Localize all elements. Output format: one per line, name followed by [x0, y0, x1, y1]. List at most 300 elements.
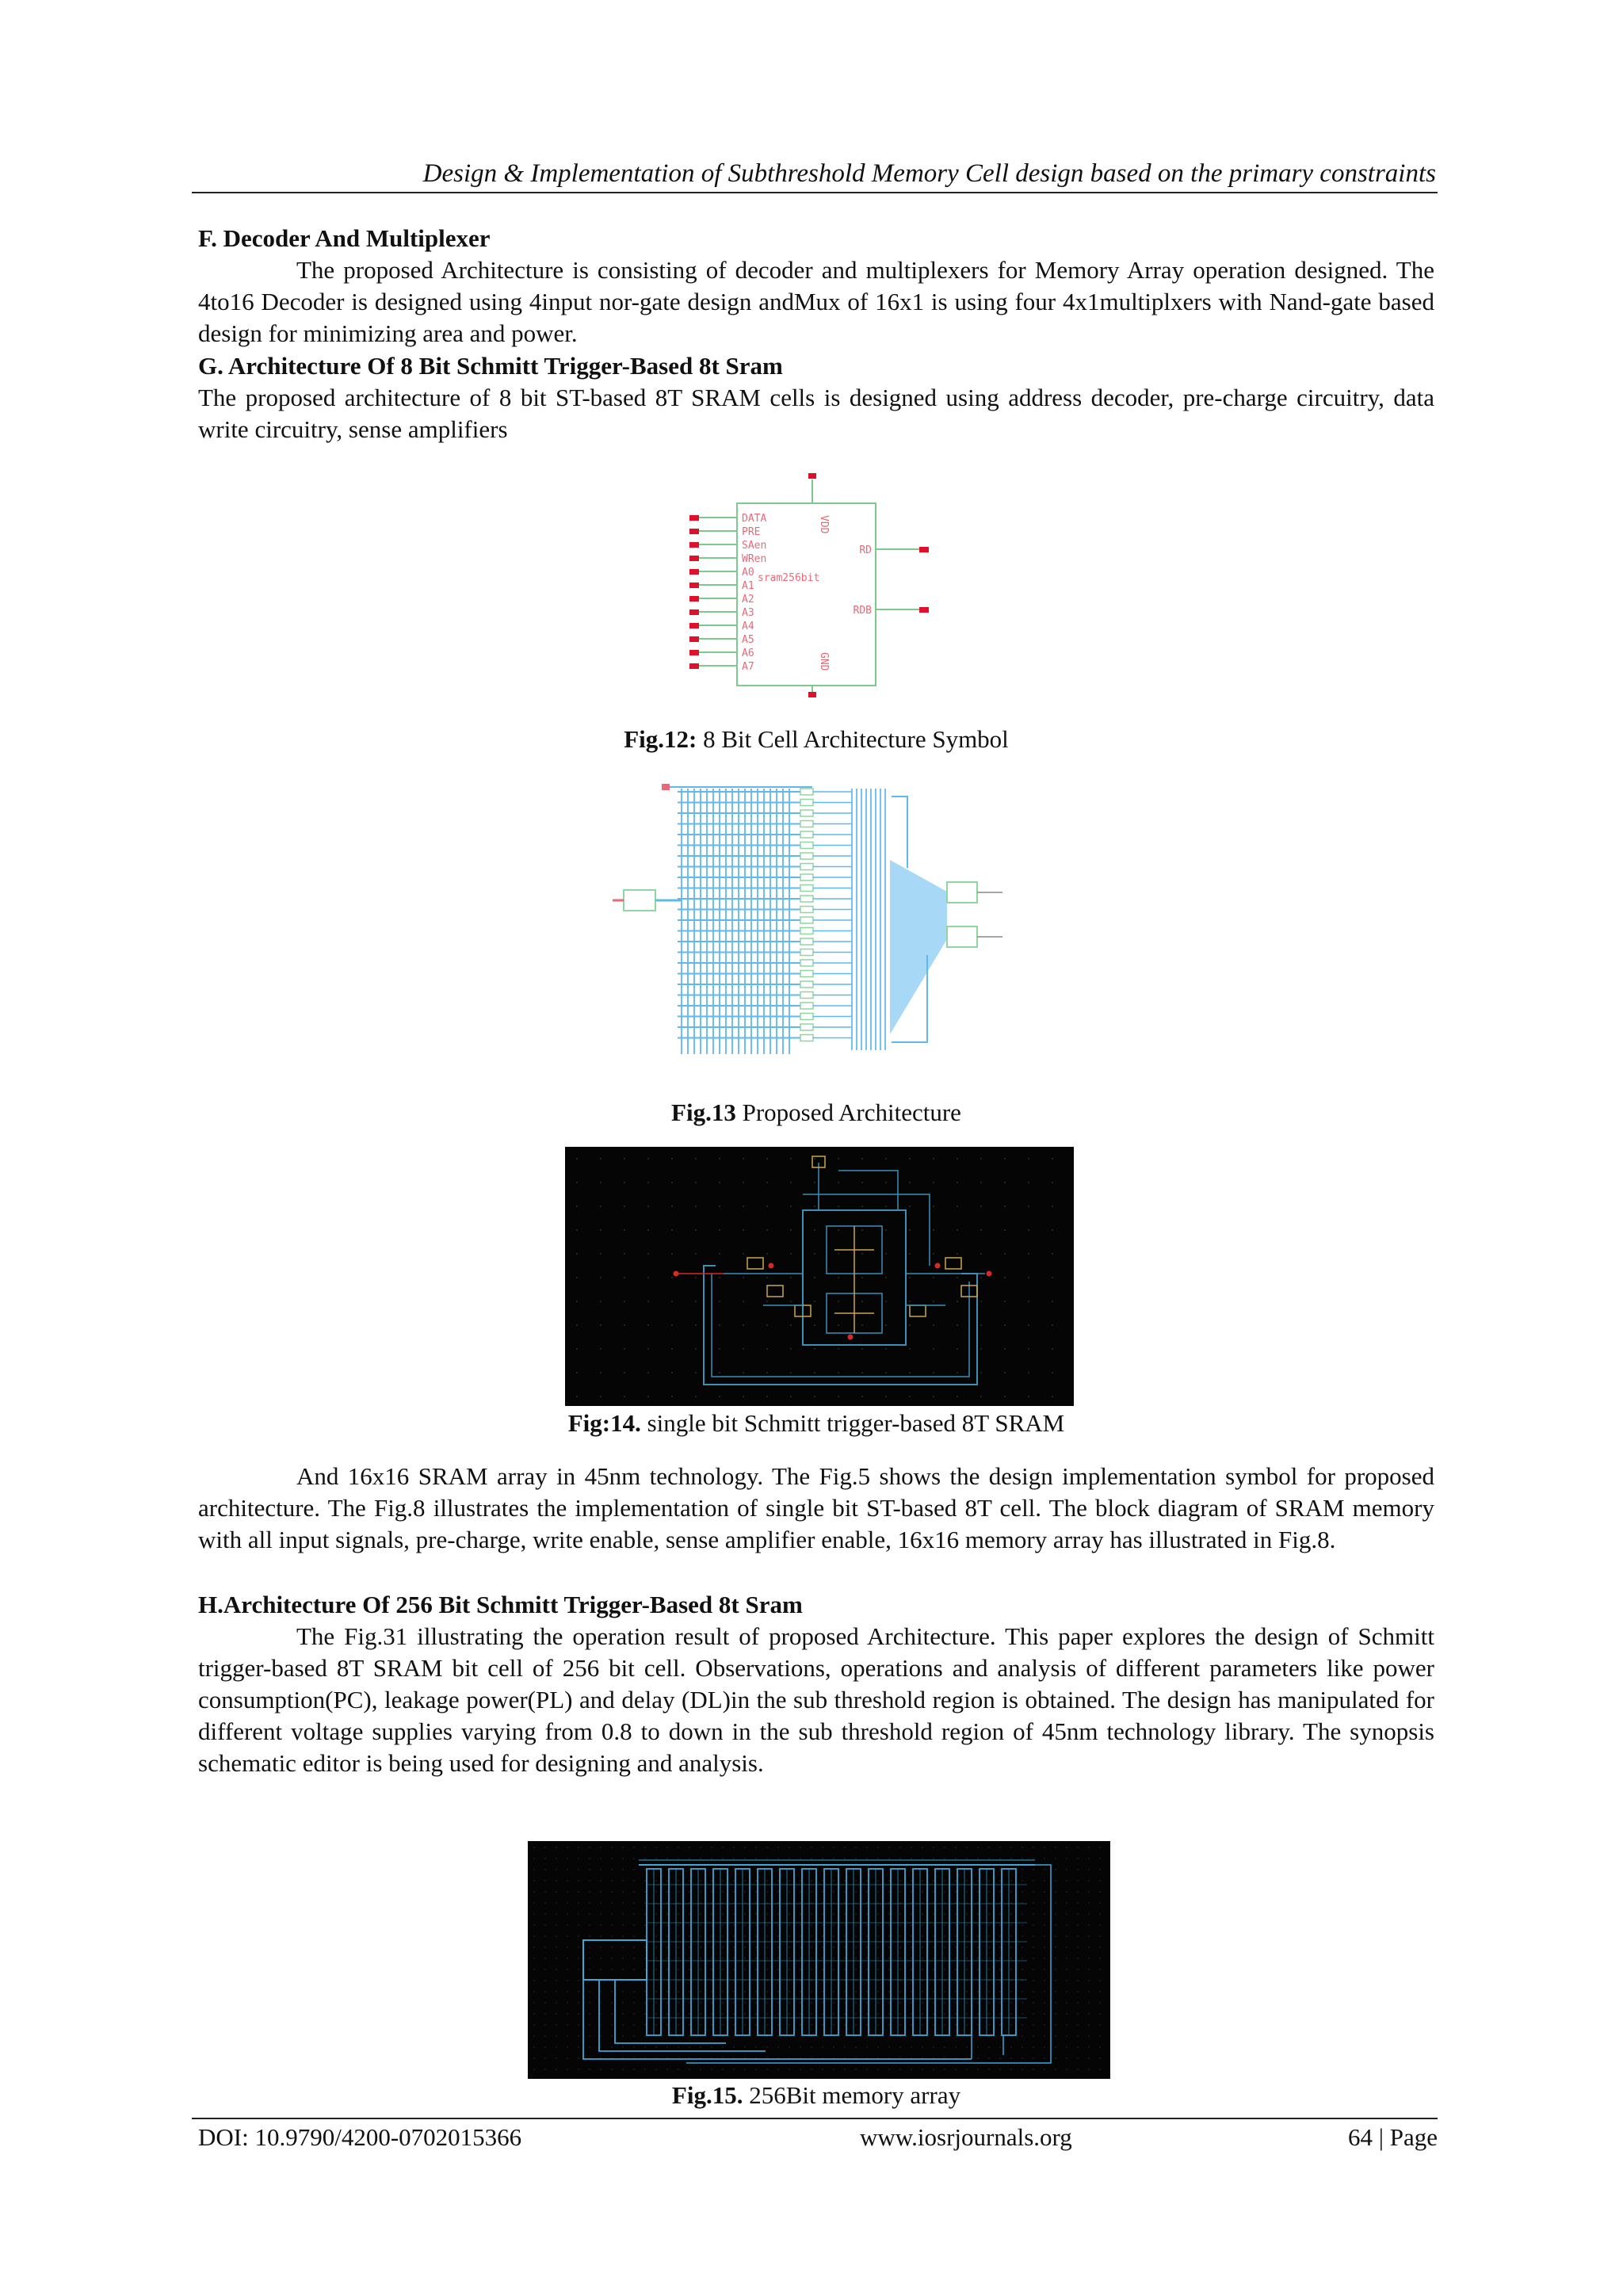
- grid-dot: [766, 1324, 768, 1326]
- grid-dot: [655, 1935, 656, 1936]
- grid-dot: [622, 2024, 623, 2025]
- grid-dot: [1004, 1348, 1006, 1350]
- grid-dot: [719, 1324, 720, 1326]
- grid-dot: [888, 1880, 889, 1881]
- grid-dot: [777, 1946, 778, 1947]
- grid-dot: [877, 2046, 878, 2047]
- grid-dot: [1028, 1396, 1029, 1397]
- grid-dot: [899, 1946, 900, 1947]
- grid-dot: [655, 1991, 656, 1992]
- grid-dot: [671, 1182, 673, 1183]
- grid-dot: [711, 1913, 712, 1914]
- grid-dot: [644, 1991, 645, 1992]
- grid-dot: [600, 1182, 601, 1183]
- grid-dot: [744, 1924, 745, 1925]
- grid-dot: [611, 2013, 612, 2014]
- grid-dot: [622, 2035, 623, 2036]
- grid-dot: [988, 1891, 989, 1892]
- grid-dot: [544, 1924, 545, 1925]
- grid-dot: [671, 1396, 673, 1397]
- grid-dot: [1010, 1858, 1011, 1859]
- grid-dot: [861, 1396, 863, 1397]
- grid-dot: [611, 2035, 612, 2036]
- grid-dot: [855, 1891, 856, 1892]
- grid-dot: [589, 1935, 590, 1936]
- grid-dot: [977, 1946, 978, 1947]
- grid-dot: [766, 1277, 768, 1278]
- grid-dot: [861, 1158, 863, 1159]
- grid-dot: [955, 2046, 956, 2047]
- grid-dot: [666, 1946, 667, 1947]
- grid-dot: [1052, 1205, 1053, 1207]
- grid-dot: [622, 1902, 623, 1903]
- grid-dot: [977, 1880, 978, 1881]
- grid-dot: [1052, 1324, 1053, 1326]
- grid-dot: [711, 2002, 712, 2003]
- grid-dot: [700, 1858, 701, 1859]
- grid-dot: [1088, 1980, 1089, 1981]
- grid-dot: [977, 1935, 978, 1936]
- grid-dot: [611, 1991, 612, 1992]
- grid-dot: [695, 1348, 697, 1350]
- grid-dot: [888, 1891, 889, 1892]
- grid-dot: [955, 1935, 956, 1936]
- grid-dot: [576, 1158, 578, 1159]
- grid-dot: [944, 1935, 945, 1936]
- gnd-pin: [808, 692, 816, 697]
- input-label: A5: [742, 634, 754, 646]
- grid-dot: [1052, 1277, 1053, 1278]
- schematic-wire: [892, 797, 907, 868]
- grid-dot: [988, 1980, 989, 1981]
- grid-dot: [1055, 1880, 1056, 1881]
- grid-dot: [1077, 2046, 1078, 2047]
- grid-dot: [633, 1858, 634, 1859]
- grid-dot: [1077, 1935, 1078, 1936]
- input-pin: [662, 784, 670, 790]
- pin: [987, 1271, 992, 1277]
- grid-dot: [666, 2024, 667, 2025]
- cell-block: [800, 981, 813, 988]
- grid-dot: [600, 1229, 601, 1231]
- grid-dot: [622, 1869, 623, 1870]
- grid-dot: [589, 1902, 590, 1903]
- grid-dot: [755, 1913, 756, 1914]
- grid-dot: [1028, 1182, 1029, 1183]
- grid-dot: [988, 2002, 989, 2003]
- grid-dot: [790, 1205, 792, 1207]
- grid-dot: [700, 1991, 701, 1992]
- grid-dot: [988, 2013, 989, 2014]
- grid-dot: [988, 1880, 989, 1881]
- grid-dot: [622, 1891, 623, 1892]
- grid-dot: [1077, 1924, 1078, 1925]
- grid-dot: [855, 1980, 856, 1981]
- grid-dot: [589, 1991, 590, 1992]
- grid-dot: [624, 1324, 625, 1326]
- grid-dot: [790, 1182, 792, 1183]
- grid-dot: [844, 1913, 845, 1914]
- grid-dot: [957, 1158, 958, 1159]
- grid-dot: [695, 1158, 697, 1159]
- grid-dot: [980, 1324, 982, 1326]
- grid-dot: [743, 1348, 744, 1350]
- grid-dot: [988, 1924, 989, 1925]
- grid-dot: [1010, 1980, 1011, 1981]
- grid-dot: [666, 2002, 667, 2003]
- grid-dot: [1010, 1946, 1011, 1947]
- grid-dot: [647, 1396, 649, 1397]
- grid-dot: [814, 1324, 815, 1326]
- grid-dot: [719, 1301, 720, 1302]
- grid-dot: [933, 1924, 934, 1925]
- grid-dot: [744, 2013, 745, 2014]
- grid-dot: [844, 2024, 845, 2025]
- grid-dot: [790, 1372, 792, 1373]
- grid-dot: [1088, 2035, 1089, 2036]
- grid-dot: [977, 1913, 978, 1914]
- grid-dot: [855, 1946, 856, 1947]
- grid-dot: [700, 1935, 701, 1936]
- grid-dot: [999, 2024, 1000, 2025]
- grid-dot: [755, 2024, 756, 2025]
- grid-dot: [655, 1902, 656, 1903]
- grid-dot: [944, 1924, 945, 1925]
- grid-dot: [722, 2013, 723, 2014]
- grid-dot: [777, 2035, 778, 2036]
- grid-dot: [1010, 1924, 1011, 1925]
- grid-dot: [899, 1991, 900, 1992]
- grid-dot: [755, 1924, 756, 1925]
- grid-dot: [877, 1858, 878, 1859]
- grid-dot: [647, 1182, 649, 1183]
- grid-dot: [733, 2046, 734, 2047]
- grid-dot: [600, 1924, 601, 1925]
- grid-dot: [589, 1869, 590, 1870]
- grid-dot: [755, 1891, 756, 1892]
- grid-dot: [955, 2002, 956, 2003]
- grid-dot: [899, 1880, 900, 1881]
- grid-dot: [855, 1880, 856, 1881]
- grid-dot: [589, 1858, 590, 1859]
- grid-dot: [1066, 2002, 1067, 2003]
- cell-block: [800, 842, 813, 849]
- grid-dot: [533, 1891, 534, 1892]
- grid-dot: [790, 1324, 792, 1326]
- grid-dot: [899, 2046, 900, 2047]
- grid-dot: [1055, 2013, 1056, 2014]
- grid-dot: [838, 1277, 839, 1278]
- grid-dot: [533, 2057, 534, 2058]
- grid-dot: [647, 1301, 649, 1302]
- grid-dot: [533, 2002, 534, 2003]
- grid-dot: [719, 1372, 720, 1373]
- grid-dot: [589, 2035, 590, 2036]
- grid-dot: [844, 2046, 845, 2047]
- grid-dot: [866, 2013, 867, 2014]
- grid-dot: [722, 1946, 723, 1947]
- grid-dot: [980, 1205, 982, 1207]
- cell-block: [800, 949, 813, 956]
- grid-dot: [1099, 2024, 1100, 2025]
- grid-dot: [600, 1946, 601, 1947]
- grid-dot: [999, 1924, 1000, 1925]
- grid-dot: [611, 1869, 612, 1870]
- grid-dot: [944, 1891, 945, 1892]
- grid-dot: [999, 1902, 1000, 1903]
- grid-dot: [766, 1924, 767, 1925]
- grid-dot: [544, 1946, 545, 1947]
- grid-dot: [533, 1858, 534, 1859]
- grid-dot: [833, 2002, 834, 2003]
- cell-block: [800, 1003, 813, 1009]
- grid-dot: [766, 1991, 767, 1992]
- grid-dot: [544, 1935, 545, 1936]
- grid-dot: [811, 1980, 812, 1981]
- grid-dot: [944, 1902, 945, 1903]
- grid-dot: [711, 1935, 712, 1936]
- grid-dot: [1099, 1891, 1100, 1892]
- grid-dot: [1055, 2046, 1056, 2047]
- grid-dot: [980, 1372, 982, 1373]
- footer-doi: DOI: 10.9790/4200-0702015366: [198, 2123, 522, 2151]
- grid-dot: [1052, 1372, 1053, 1373]
- grid-dot: [814, 1158, 815, 1159]
- grid-dot: [700, 1891, 701, 1892]
- grid-dot: [833, 1858, 834, 1859]
- grid-dot: [719, 1182, 720, 1183]
- grid-dot: [814, 1205, 815, 1207]
- grid-dot: [647, 1324, 649, 1326]
- grid-dot: [622, 2046, 623, 2047]
- grid-dot: [866, 2035, 867, 2036]
- grid-dot: [733, 1946, 734, 1947]
- fig14-caption-text: single bit Schmitt trigger-based 8T SRAM: [640, 1409, 1065, 1437]
- grid-dot: [822, 1924, 823, 1925]
- grid-dot: [611, 1858, 612, 1859]
- grid-dot: [1052, 1348, 1053, 1350]
- grid-dot: [647, 1253, 649, 1255]
- grid-dot: [933, 1880, 934, 1881]
- grid-dot: [999, 2002, 1000, 2003]
- grid-dot: [533, 2013, 534, 2014]
- grid-dot: [666, 2013, 667, 2014]
- grid-dot: [719, 1229, 720, 1231]
- grid-dot: [544, 2057, 545, 2058]
- grid-dot: [1055, 1869, 1056, 1870]
- grid-dot: [766, 1158, 768, 1159]
- grid-dot: [877, 2002, 878, 2003]
- grid-dot: [966, 1880, 967, 1881]
- fig13-label: Fig.13: [671, 1098, 736, 1126]
- grid-dot: [733, 1913, 734, 1914]
- grid-dot: [1028, 1301, 1029, 1302]
- grid-dot: [589, 2024, 590, 2025]
- grid-dot: [766, 1913, 767, 1914]
- grid-dot: [611, 1913, 612, 1914]
- grid-dot: [1099, 2035, 1100, 2036]
- grid-dot: [1066, 1991, 1067, 1992]
- grid-dot: [633, 1913, 634, 1914]
- grid-dot: [722, 1880, 723, 1881]
- grid-dot: [933, 1277, 934, 1278]
- grid-dot: [755, 2002, 756, 2003]
- input-pin: [689, 596, 699, 602]
- grid-dot: [933, 2002, 934, 2003]
- grid-dot: [1066, 1858, 1067, 1859]
- grid-dot: [777, 1980, 778, 1981]
- grid-dot: [733, 1880, 734, 1881]
- fig12-schematic-symbol: [682, 472, 943, 697]
- grid-dot: [909, 1324, 911, 1326]
- section-g-heading: G. Architecture Of 8 Bit Schmitt Trigger-Based 8t Sram: [198, 352, 783, 380]
- grid-dot: [777, 1869, 778, 1870]
- grid-dot: [1099, 1980, 1100, 1981]
- grid-dot: [999, 1935, 1000, 1936]
- grid-dot: [733, 2024, 734, 2025]
- grid-dot: [589, 1946, 590, 1947]
- grid-dot: [722, 1991, 723, 1992]
- output-label: RD: [859, 544, 872, 556]
- grid-dot: [838, 1396, 839, 1397]
- grid-dot: [811, 2002, 812, 2003]
- grid-dot: [1066, 1980, 1067, 1981]
- grid-dot: [733, 1924, 734, 1925]
- grid-dot: [744, 1913, 745, 1914]
- grid-dot: [855, 2024, 856, 2025]
- grid-dot: [600, 2024, 601, 2025]
- section-f-paragraph: The proposed Architecture is consisting of decoder and multiplexers for Memory Array operation designed. The 4to16 Decoder is designed using 4input nor-gate design andMux of 16x1 is using four 4x1multiplxers with Nand-gate based design for minimizing area and power.: [198, 256, 1434, 347]
- grid-dot: [733, 1891, 734, 1892]
- input-pin: [689, 529, 699, 534]
- grid-dot: [655, 2046, 656, 2047]
- grid-dot: [1010, 2002, 1011, 2003]
- grid-dot: [600, 1158, 601, 1159]
- grid-dot: [743, 1372, 744, 1373]
- grid-dot: [866, 1858, 867, 1859]
- grid-dot: [589, 2013, 590, 2014]
- fig13-architecture-figure: [606, 781, 1018, 1066]
- grid-dot: [833, 1902, 834, 1903]
- grid-dot: [671, 1205, 673, 1207]
- grid-dot: [957, 1324, 958, 1326]
- grid-dot: [861, 1324, 863, 1326]
- grid-dot: [966, 1935, 967, 1936]
- grid-dot: [888, 1902, 889, 1903]
- grid-dot: [944, 1913, 945, 1914]
- grid-dot: [600, 2046, 601, 2047]
- grid-dot: [822, 1902, 823, 1903]
- grid-dot: [980, 1277, 982, 1278]
- grid-dot: [544, 2046, 545, 2047]
- grid-dot: [1055, 1913, 1056, 1914]
- grid-dot: [844, 2002, 845, 2003]
- grid-dot: [866, 1935, 867, 1936]
- input-label: A7: [742, 661, 754, 673]
- grid-dot: [624, 1182, 625, 1183]
- grid-dot: [578, 2013, 579, 2014]
- fig15-label: Fig.15.: [671, 2081, 743, 2109]
- grid-dot: [1055, 1991, 1056, 1992]
- grid-dot: [722, 1858, 723, 1859]
- grid-dot: [1052, 1229, 1053, 1231]
- input-label: PRE: [742, 526, 761, 538]
- grid-dot: [600, 1902, 601, 1903]
- grid-dot: [655, 1946, 656, 1947]
- input-pin: [689, 636, 699, 642]
- grid-dot: [600, 1913, 601, 1914]
- grid-dot: [957, 1229, 958, 1231]
- grid-dot: [955, 1980, 956, 1981]
- grid-dot: [766, 1229, 768, 1231]
- grid-dot: [644, 1946, 645, 1947]
- grid-dot: [966, 2024, 967, 2025]
- grid-dot: [933, 1324, 934, 1326]
- grid-dot: [671, 1158, 673, 1159]
- grid-dot: [822, 2002, 823, 2003]
- grid-dot: [1010, 1891, 1011, 1892]
- grid-dot: [838, 1182, 839, 1183]
- pin: [769, 1263, 774, 1269]
- grid-dot: [1004, 1396, 1006, 1397]
- grid-dot: [600, 1205, 601, 1207]
- running-head: Design & Implementation of Subthreshold Memory Cell design based on the primary constraints: [422, 159, 1436, 188]
- cell-block: [800, 938, 813, 945]
- grid-dot: [1055, 1946, 1056, 1947]
- grid-dot: [766, 1348, 768, 1350]
- grid-dot: [855, 1858, 856, 1859]
- grid-dot: [655, 1858, 656, 1859]
- grid-dot: [733, 1858, 734, 1859]
- grid-dot: [733, 2013, 734, 2014]
- grid-dot: [766, 1182, 768, 1183]
- grid-dot: [744, 1891, 745, 1892]
- grid-dot: [1088, 2057, 1089, 2058]
- grid-dot: [909, 1205, 911, 1207]
- cell-block: [800, 992, 813, 999]
- grid-dot: [844, 1869, 845, 1870]
- grid-dot: [622, 1913, 623, 1914]
- footer-rule: [192, 2118, 1438, 2119]
- grid-dot: [861, 1205, 863, 1207]
- grid-dot: [622, 1924, 623, 1925]
- grid-dot: [1088, 1891, 1089, 1892]
- grid-dot: [576, 1348, 578, 1350]
- grid-dot: [671, 1324, 673, 1326]
- grid-dot: [744, 2002, 745, 2003]
- grid-dot: [733, 2002, 734, 2003]
- grid-dot: [957, 1182, 958, 1183]
- grid-dot: [844, 1902, 845, 1903]
- grid-dot: [933, 2013, 934, 2014]
- grid-dot: [766, 1396, 768, 1397]
- grid-dot: [578, 1880, 579, 1881]
- grid-dot: [533, 1935, 534, 1936]
- grid-dot: [666, 1902, 667, 1903]
- grid-dot: [755, 2046, 756, 2047]
- output-block: [947, 926, 977, 947]
- input-label: WRen: [742, 553, 767, 565]
- grid-dot: [1077, 1869, 1078, 1870]
- grid-dot: [1010, 1902, 1011, 1903]
- cell-block: [800, 831, 813, 838]
- cell-block: [800, 971, 813, 977]
- grid-dot: [624, 1277, 625, 1278]
- grid-dot: [611, 1902, 612, 1903]
- input-label: A1: [742, 580, 754, 592]
- grid-dot: [611, 1924, 612, 1925]
- grid-dot: [700, 1946, 701, 1947]
